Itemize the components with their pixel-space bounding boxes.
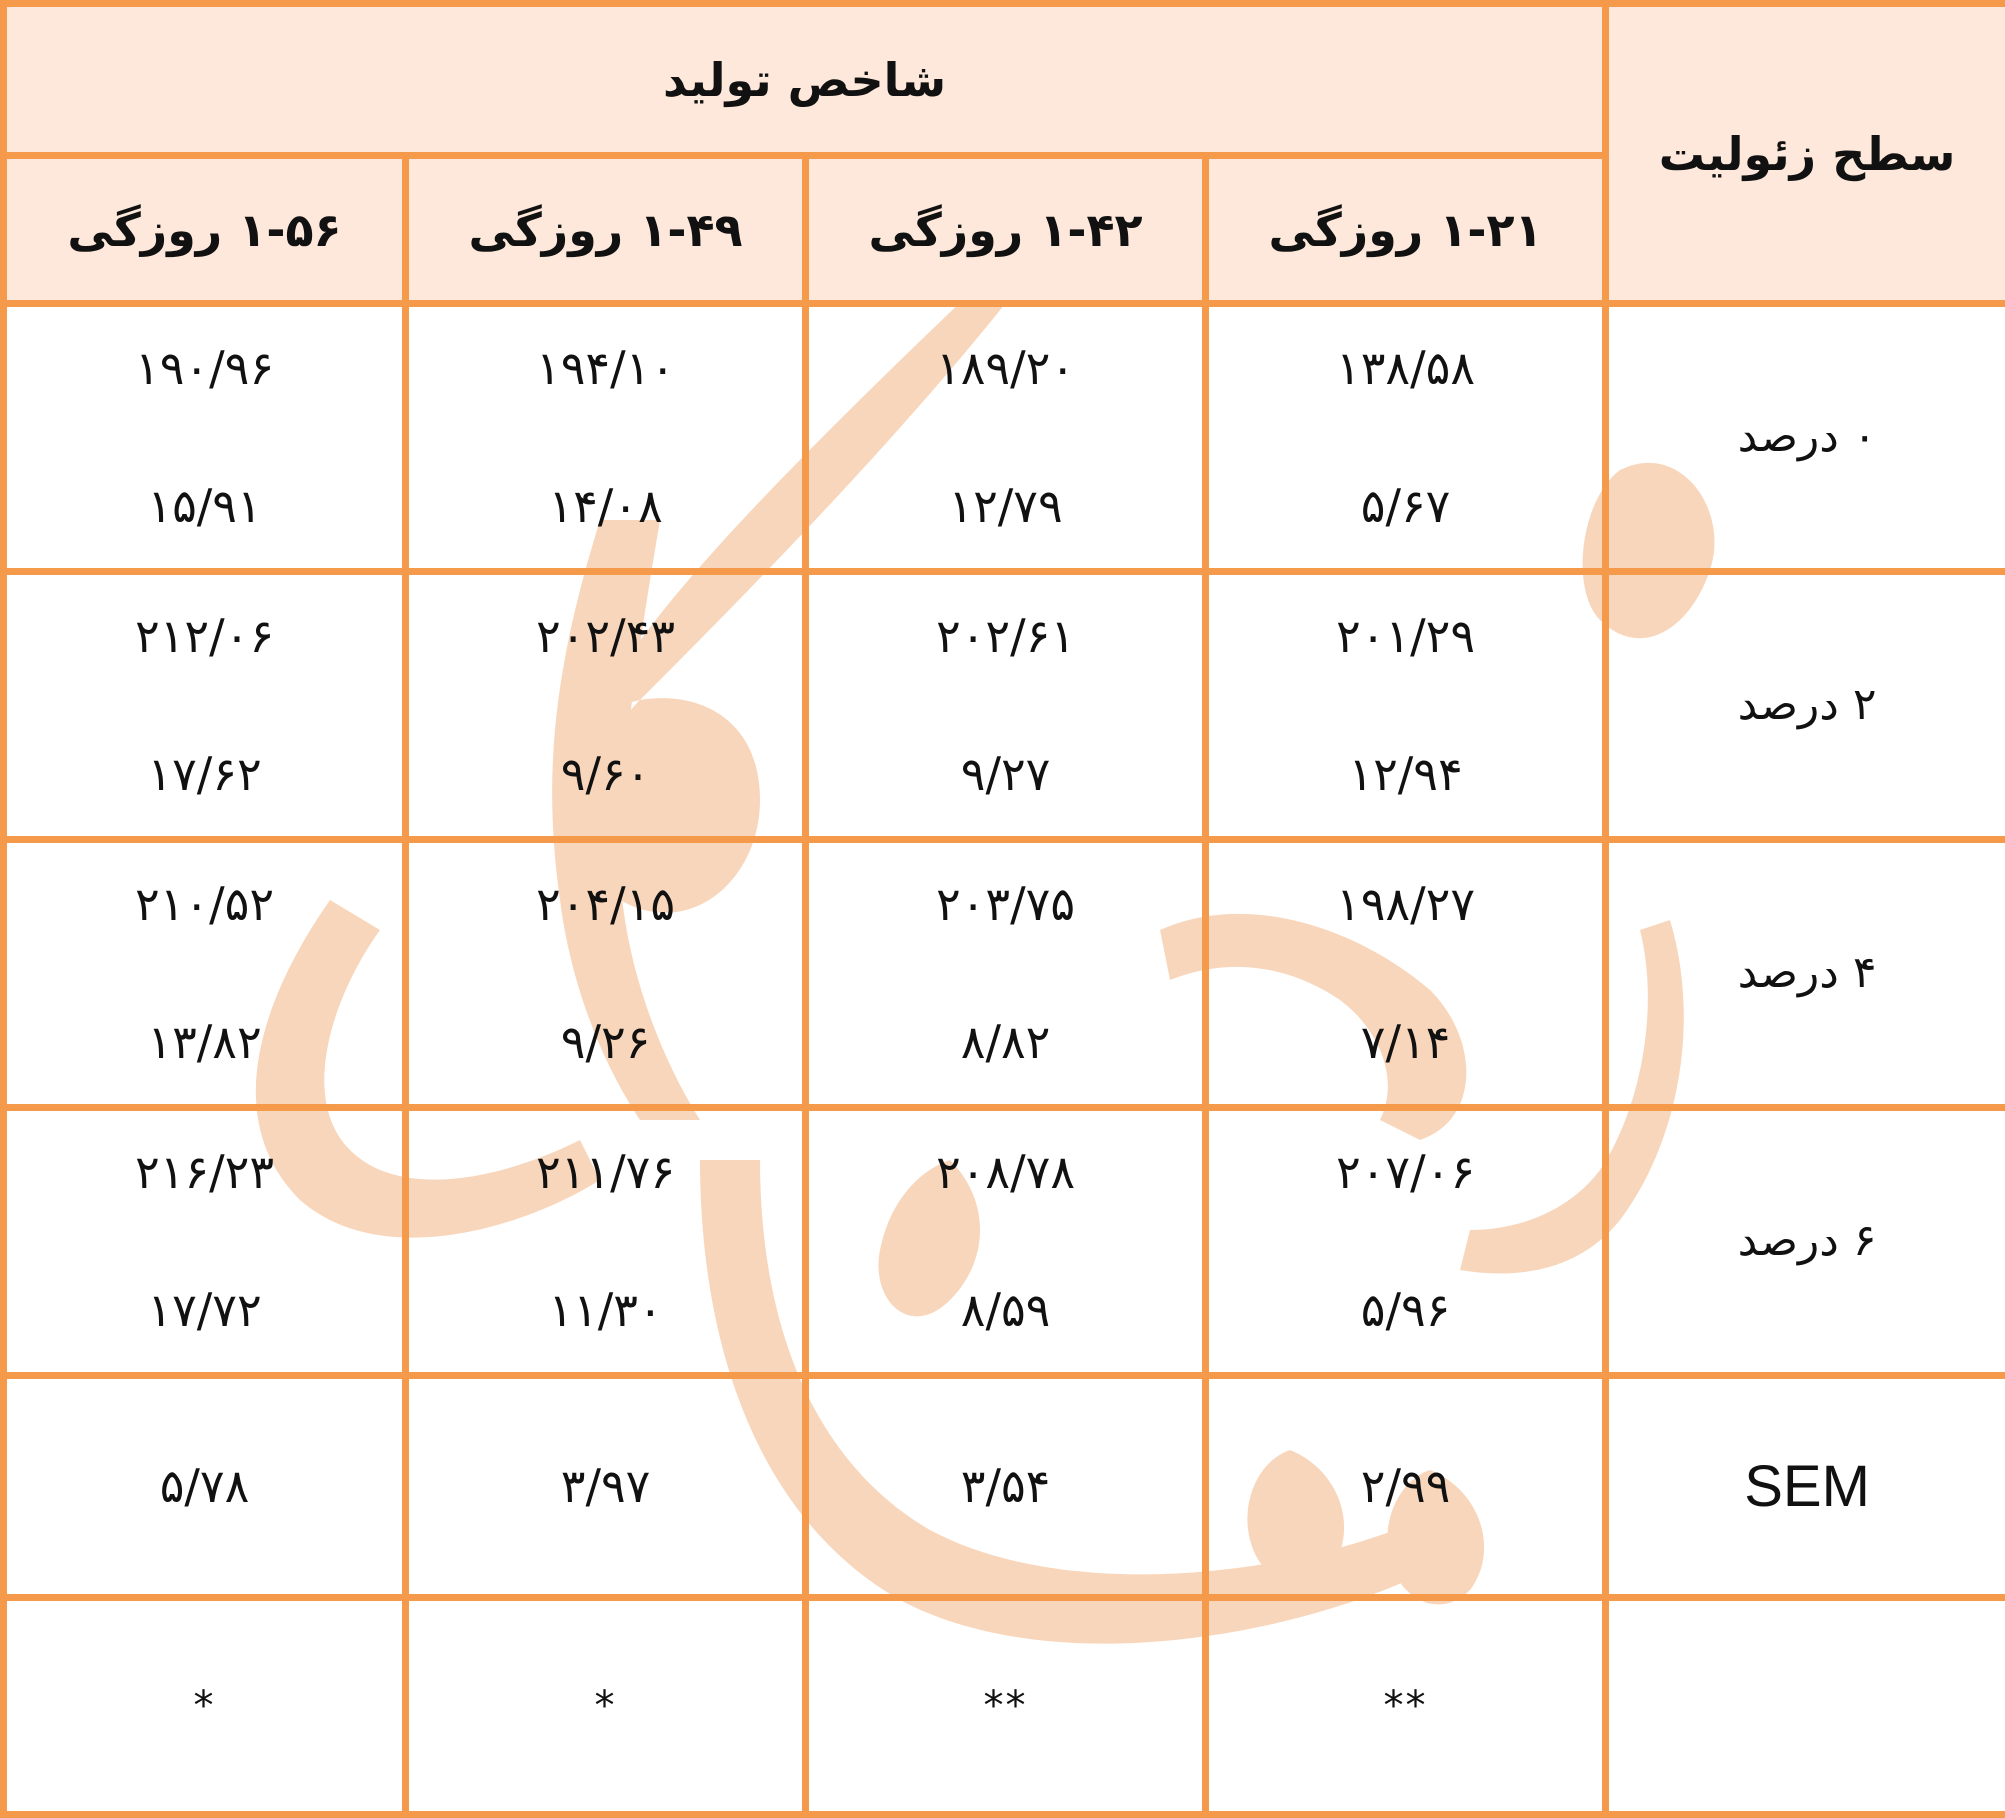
table-row bbox=[4, 840, 2005, 1108]
sd-value: ۱۱/۳۰ bbox=[409, 1283, 802, 1338]
sd-value: ۱۷/۷۲ bbox=[7, 1283, 402, 1338]
table-cell bbox=[806, 572, 1206, 840]
table-cell bbox=[4, 840, 406, 1108]
table-row bbox=[4, 1108, 2005, 1376]
table-cell bbox=[406, 572, 806, 840]
sd-value: ۸/۵۹ bbox=[809, 1283, 1202, 1338]
sem-label: SEM bbox=[1606, 1376, 2005, 1598]
mean-value: ۱۹۸/۲۷ bbox=[1209, 877, 1602, 932]
table-row bbox=[4, 304, 2005, 572]
sd-value: ۱۳/۸۲ bbox=[7, 1015, 402, 1070]
mean-value: ۲۰۲/۶۱ bbox=[809, 609, 1202, 664]
table-cell bbox=[806, 304, 1206, 572]
sd-value: ۹/۲۷ bbox=[809, 747, 1202, 802]
period-header-1-49: ۱-۴۹ روزگی bbox=[406, 156, 806, 304]
significance-marker: ** bbox=[1206, 1598, 1606, 1815]
table-cell bbox=[1206, 572, 1606, 840]
sd-value: ۹/۶۰ bbox=[409, 747, 802, 802]
mean-value: ۱۸۹/۲۰ bbox=[809, 341, 1202, 396]
mean-value: ۲۰۷/۰۶ bbox=[1209, 1145, 1602, 1200]
mean-value: ۲۰۱/۲۹ bbox=[1209, 609, 1602, 664]
mean-value: ۲۱۰/۵۲ bbox=[7, 877, 402, 932]
sd-value: ۸/۸۲ bbox=[809, 1015, 1202, 1070]
significance-marker: ** bbox=[806, 1598, 1206, 1815]
table-cell bbox=[4, 304, 406, 572]
sem-value: ۵/۷۸ bbox=[4, 1376, 406, 1598]
sem-value: ۲/۹۹ bbox=[1206, 1376, 1606, 1598]
sem-row bbox=[4, 1376, 2005, 1598]
table-cell bbox=[406, 304, 806, 572]
sd-value: ۱۲/۷۹ bbox=[809, 479, 1202, 534]
period-header-1-56: ۱-۵۶ روزگی bbox=[4, 156, 406, 304]
sd-value: ۱۴/۰۸ bbox=[409, 479, 802, 534]
table-row bbox=[4, 572, 2005, 840]
zeolite-level-header: سطح زئولیت bbox=[1606, 4, 2005, 304]
sem-value: ۳/۵۴ bbox=[806, 1376, 1206, 1598]
table-cell bbox=[4, 1108, 406, 1376]
mean-value: ۲۱۶/۲۳ bbox=[7, 1145, 402, 1200]
row-label-6-percent: ۶ درصد bbox=[1606, 1108, 2005, 1376]
table-cell bbox=[1206, 304, 1606, 572]
row-label-2-percent: ۲ درصد bbox=[1606, 572, 2005, 840]
significance-row bbox=[4, 1598, 2005, 1815]
mean-value: ۲۰۴/۱۵ bbox=[409, 877, 802, 932]
mean-value: ۱۳۸/۵۸ bbox=[1209, 341, 1602, 396]
table-cell bbox=[406, 1108, 806, 1376]
table-cell bbox=[1206, 840, 1606, 1108]
row-label-4-percent: ۴ درصد bbox=[1606, 840, 2005, 1108]
sd-value: ۹/۲۶ bbox=[409, 1015, 802, 1070]
row-label-0-percent: ۰ درصد bbox=[1606, 304, 2005, 572]
production-index-header: شاخص تولید bbox=[4, 4, 1606, 156]
sd-value: ۵/۹۶ bbox=[1209, 1283, 1602, 1338]
mean-value: ۲۱۱/۷۶ bbox=[409, 1145, 802, 1200]
mean-value: ۱۹۴/۱۰ bbox=[409, 341, 802, 396]
sd-value: ۱۵/۹۱ bbox=[7, 479, 402, 534]
table-cell bbox=[4, 572, 406, 840]
significance-marker: * bbox=[406, 1598, 806, 1815]
table-cell bbox=[1206, 1108, 1606, 1376]
significance-label-empty bbox=[1606, 1598, 2005, 1815]
significance-marker: * bbox=[4, 1598, 406, 1815]
sd-value: ۵/۶۷ bbox=[1209, 479, 1602, 534]
sd-value: ۱۷/۶۲ bbox=[7, 747, 402, 802]
table-cell bbox=[806, 840, 1206, 1108]
mean-value: ۲۰۲/۴۳ bbox=[409, 609, 802, 664]
sd-value: ۱۲/۹۴ bbox=[1209, 747, 1602, 802]
mean-value: ۱۹۰/۹۶ bbox=[7, 341, 402, 396]
table-cell bbox=[406, 840, 806, 1108]
period-header-1-21: ۱-۲۱ روزگی bbox=[1206, 156, 1606, 304]
sd-value: ۷/۱۴ bbox=[1209, 1015, 1602, 1070]
mean-value: ۲۰۳/۷۵ bbox=[809, 877, 1202, 932]
mean-value: ۲۰۸/۷۸ bbox=[809, 1145, 1202, 1200]
sem-value: ۳/۹۷ bbox=[406, 1376, 806, 1598]
mean-value: ۲۱۲/۰۶ bbox=[7, 609, 402, 664]
period-header-1-42: ۱-۴۲ روزگی bbox=[806, 156, 1206, 304]
table-cell bbox=[806, 1108, 1206, 1376]
